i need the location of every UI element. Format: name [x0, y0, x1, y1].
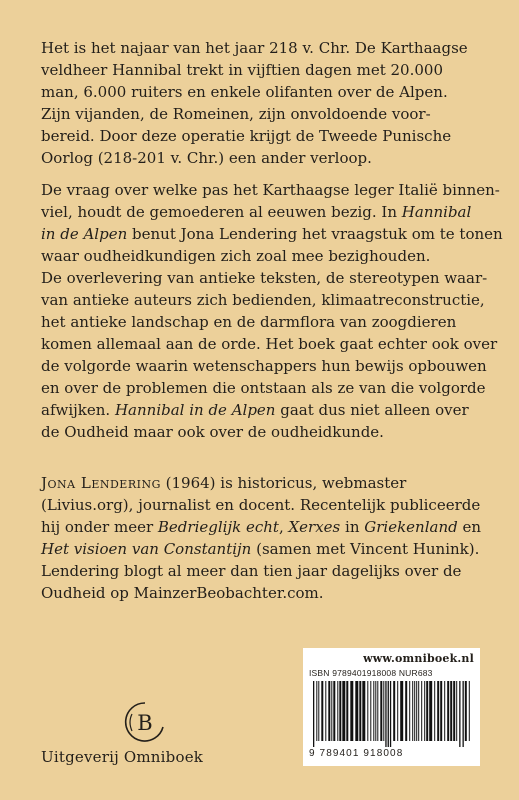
blurb-line — [41, 399, 481, 421]
bio-line: Oudheid op MainzerBeobachter.com. — [41, 584, 324, 602]
bio-line — [41, 516, 481, 538]
barcode-bar — [400, 681, 403, 741]
barcode-bar — [414, 681, 415, 741]
blurb-line — [41, 377, 486, 399]
barcode-bar — [350, 681, 353, 741]
barcode-bar — [405, 681, 407, 741]
barcode-bar — [370, 681, 371, 741]
barcode-bar — [385, 681, 386, 747]
barcode-bar — [318, 681, 319, 741]
blurb-line: de volgorde waarin wetenschappers hun bewijs opbouwen — [41, 357, 487, 375]
bio-line: Lendering blogt al meer dan tien jaar dagelijks over de — [41, 562, 462, 580]
barcode-bar — [416, 681, 417, 741]
barcode-bar — [453, 681, 455, 741]
blurb-line: De overlevering van antieke teksten, de stereotypen waar- — [41, 269, 488, 287]
barcode-bar — [346, 681, 348, 741]
barcode-bar — [421, 681, 422, 741]
barcode-bar — [409, 681, 410, 741]
logo-letter: B — [137, 711, 153, 735]
barcode-bar — [342, 681, 345, 741]
blurb-paragraph-1 — [41, 37, 481, 169]
author-bio — [41, 472, 481, 604]
publisher-logo-icon — [124, 700, 166, 744]
barcode-bar — [426, 681, 428, 741]
book-title-griekenland: Griekenland — [364, 518, 458, 536]
bio-text: in — [340, 518, 365, 536]
book-title-xerxes: Xerxes — [288, 518, 341, 536]
barcode-bar — [456, 681, 457, 741]
barcode-bar — [355, 681, 358, 741]
barcode-bar — [397, 681, 398, 741]
isbn-label: ISBN 9789401918008 NUR683 — [309, 668, 433, 678]
book-title-hannibal: Hannibal — [401, 203, 472, 221]
blurb-text: gaat dus niet alleen over — [275, 401, 469, 419]
blurb-line: veldheer Hannibal trekt in vijftien dagen met 20.000 — [41, 61, 443, 79]
barcode-bar — [447, 681, 449, 741]
blurb-line: De vraag over welke pas het Karthaagse leger Italië binnen- — [41, 181, 500, 199]
barcode-bar — [313, 681, 314, 747]
barcode-bar — [412, 681, 413, 741]
barcode-bar — [429, 681, 432, 741]
barcode-bar — [373, 681, 374, 741]
barcode-bar — [339, 681, 341, 741]
publisher-url: www.omniboek.nl — [363, 652, 474, 665]
bio-text: en — [457, 518, 482, 536]
barcode-bar — [359, 681, 361, 741]
book-title-constantijn: Het visioen van Constantijn — [41, 540, 252, 558]
barcode-bar — [393, 681, 395, 741]
book-title-bedrieglijk-echt: Bedrieglijk echt — [157, 518, 279, 536]
blurb-line: Het is het najaar van het jaar 218 v. Chr. De Karthaagse — [41, 39, 468, 57]
bio-text: hij onder meer — [41, 518, 158, 536]
barcode-bar — [337, 681, 338, 741]
barcode-bar — [388, 681, 389, 747]
bio-text: (samen met Vincent Hunink). — [251, 540, 480, 558]
barcode-bar — [333, 681, 335, 741]
blurb-paragraph-2 — [41, 179, 503, 443]
blurb-line: waar oudheidkundigen zich zoal mee bezighouden. — [41, 247, 431, 265]
barcode-bars — [311, 681, 472, 747]
barcode-bar — [440, 681, 442, 741]
barcode-bar — [424, 681, 425, 741]
barcode-digits: 9 789401 918008 — [309, 748, 404, 759]
barcode-bar — [450, 681, 452, 741]
barcode-bar — [367, 681, 368, 741]
barcode-bar — [465, 681, 467, 741]
barcode-bar — [437, 681, 439, 741]
barcode-bar — [325, 681, 326, 741]
barcode-bar — [444, 681, 445, 741]
blurb-line: bereid. Door deze operatie krijgt de Tweede Punische — [41, 127, 452, 145]
blurb-text: en over de problemen die ontstaan als ze van die volgorde — [41, 379, 486, 397]
logo-ring-inner — [130, 714, 132, 731]
barcode-bar — [380, 681, 382, 741]
blurb-line — [41, 201, 481, 223]
barcode-bar — [434, 681, 435, 741]
author-name: Jona Lendering — [41, 474, 161, 492]
barcode-bar — [316, 681, 317, 741]
barcode-bar — [463, 681, 464, 747]
bio-line — [41, 472, 481, 494]
barcode-bar — [377, 681, 378, 741]
bio-text: , — [278, 518, 289, 536]
bio-line: (Livius.org), journalist en docent. Recentelijk publiceerde — [41, 496, 481, 514]
blurb-text: viel, houdt de gemoederen al eeuwen bezig. In — [41, 203, 402, 221]
blurb-line: man, 6.000 ruiters en enkele olifanten over de Alpen. — [41, 83, 448, 101]
blurb-text: afwijken. — [41, 401, 111, 419]
blurb-line: Zijn vijanden, de Romeinen, zijn onvoldoende voor- — [41, 105, 431, 123]
barcode-bar — [459, 681, 460, 747]
bio-line — [41, 538, 481, 560]
bio-text: (1964) is historicus, webmaster — [160, 474, 407, 492]
blurb-line: Oorlog (218-201 v. Chr.) een ander verloop. — [41, 149, 372, 167]
book-title-full: Hannibal in de Alpen — [114, 401, 276, 419]
barcode-bar — [383, 681, 384, 741]
barcode-bar — [362, 681, 365, 741]
blurb-line: komen allemaal aan de orde. Het boek gaat echter ook over — [41, 335, 498, 353]
barcode-bar — [328, 681, 330, 741]
publisher-name: Uitgeverij Omniboek — [41, 748, 204, 766]
barcode-bar — [469, 681, 470, 741]
barcode-bar — [321, 681, 323, 741]
barcode-bar — [331, 681, 332, 741]
barcode-bar — [390, 681, 391, 747]
blurb-line: van antieke auteurs zich bedienden, klimaatreconstructie, — [41, 291, 485, 309]
barcode-panel — [303, 648, 480, 766]
blurb-line: het antieke landschap en de darmflora van zoogdieren — [41, 313, 457, 331]
blurb-line: de Oudheid maar ook over de oudheidkunde. — [41, 423, 384, 441]
blurb-line — [41, 223, 503, 245]
barcode-bar — [418, 681, 419, 741]
book-title-in-de-alpen: in de Alpen — [41, 225, 128, 243]
blurb-text: benut Jona Lendering het vraagstuk om te tonen — [127, 225, 503, 243]
barcode-bar — [375, 681, 376, 741]
